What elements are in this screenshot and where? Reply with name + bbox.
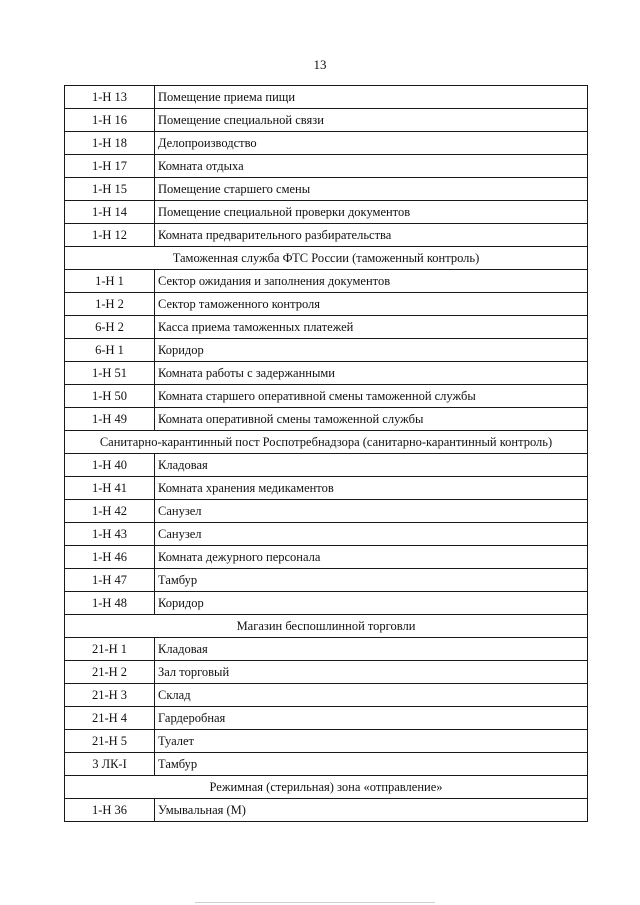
room-table-body xyxy=(65,86,588,822)
section-title: Таможенная служба ФТС России (таможенный контроль) xyxy=(65,247,588,270)
section-header-row xyxy=(65,431,588,454)
room-name: Комната хранения медикаментов xyxy=(155,477,588,500)
room-name: Комната старшего оперативной смены таможенной службы xyxy=(155,385,588,408)
room-code: 1-Н 36 xyxy=(65,799,155,822)
room-name: Коридор xyxy=(155,592,588,615)
table-row xyxy=(65,753,588,776)
table-row xyxy=(65,339,588,362)
room-name: Комната дежурного персонала xyxy=(155,546,588,569)
room-name: Тамбур xyxy=(155,753,588,776)
room-name: Кладовая xyxy=(155,638,588,661)
table-row xyxy=(65,799,588,822)
room-name: Помещение специальной связи xyxy=(155,109,588,132)
table-row xyxy=(65,362,588,385)
table-row xyxy=(65,86,588,109)
room-name: Санузел xyxy=(155,523,588,546)
room-code: 21-Н 4 xyxy=(65,707,155,730)
room-code: 21-Н 3 xyxy=(65,684,155,707)
table-row xyxy=(65,500,588,523)
room-table xyxy=(64,85,588,822)
table-row xyxy=(65,408,588,431)
room-code: 1-Н 43 xyxy=(65,523,155,546)
table-row xyxy=(65,454,588,477)
room-code: 1-Н 49 xyxy=(65,408,155,431)
room-code: 1-Н 50 xyxy=(65,385,155,408)
table-row xyxy=(65,155,588,178)
room-name: Умывальная (М) xyxy=(155,799,588,822)
room-code: 1-Н 51 xyxy=(65,362,155,385)
room-name: Склад xyxy=(155,684,588,707)
room-name: Коридор xyxy=(155,339,588,362)
room-code: 1-Н 40 xyxy=(65,454,155,477)
room-code: 1-Н 18 xyxy=(65,132,155,155)
room-code: 1-Н 13 xyxy=(65,86,155,109)
table-row xyxy=(65,569,588,592)
table-row xyxy=(65,132,588,155)
table-row xyxy=(65,546,588,569)
page-bottom-rule xyxy=(195,902,435,903)
room-name: Помещение специальной проверки документов xyxy=(155,201,588,224)
table-row xyxy=(65,316,588,339)
table-row xyxy=(65,661,588,684)
section-header-row xyxy=(65,776,588,799)
room-name: Комната предварительного разбирательства xyxy=(155,224,588,247)
room-name: Кладовая xyxy=(155,454,588,477)
room-name: Касса приема таможенных платежей xyxy=(155,316,588,339)
table-row xyxy=(65,638,588,661)
room-name: Зал торговый xyxy=(155,661,588,684)
table-row xyxy=(65,385,588,408)
room-code: 1-Н 14 xyxy=(65,201,155,224)
table-row xyxy=(65,523,588,546)
section-title: Санитарно-карантинный пост Роспотребнадзора (санитарно-карантинный контроль) xyxy=(65,431,588,454)
room-code: 21-Н 2 xyxy=(65,661,155,684)
room-code: 1-Н 2 xyxy=(65,293,155,316)
table-row xyxy=(65,477,588,500)
room-name: Сектор таможенного контроля xyxy=(155,293,588,316)
room-name: Тамбур xyxy=(155,569,588,592)
room-code: 1-Н 1 xyxy=(65,270,155,293)
table-row xyxy=(65,293,588,316)
room-name: Помещение старшего смены xyxy=(155,178,588,201)
table-row xyxy=(65,270,588,293)
room-name: Гардеробная xyxy=(155,707,588,730)
room-code: 1-Н 46 xyxy=(65,546,155,569)
section-title: Магазин беспошлинной торговли xyxy=(65,615,588,638)
table-row xyxy=(65,684,588,707)
room-code: 1-Н 41 xyxy=(65,477,155,500)
section-header-row xyxy=(65,615,588,638)
room-name: Помещение приема пищи xyxy=(155,86,588,109)
room-code: 1-Н 48 xyxy=(65,592,155,615)
room-code: 1-Н 15 xyxy=(65,178,155,201)
table-row xyxy=(65,178,588,201)
table-row xyxy=(65,730,588,753)
room-name: Делопроизводство xyxy=(155,132,588,155)
table-row xyxy=(65,224,588,247)
room-code: 21-Н 1 xyxy=(65,638,155,661)
table-row xyxy=(65,109,588,132)
room-name: Туалет xyxy=(155,730,588,753)
room-name: Санузел xyxy=(155,500,588,523)
table-row xyxy=(65,592,588,615)
room-name: Комната отдыха xyxy=(155,155,588,178)
room-code: 1-Н 47 xyxy=(65,569,155,592)
room-code: 21-Н 5 xyxy=(65,730,155,753)
page-number: 13 xyxy=(313,57,327,72)
room-name: Сектор ожидания и заполнения документов xyxy=(155,270,588,293)
room-code: 1-Н 17 xyxy=(65,155,155,178)
room-code: 6-Н 1 xyxy=(65,339,155,362)
room-name: Комната оперативной смены таможенной службы xyxy=(155,408,588,431)
section-header-row xyxy=(65,247,588,270)
table-row xyxy=(65,707,588,730)
room-code: 1-Н 42 xyxy=(65,500,155,523)
room-code: 1-Н 12 xyxy=(65,224,155,247)
table-row xyxy=(65,201,588,224)
room-code: 1-Н 16 xyxy=(65,109,155,132)
room-code: 6-Н 2 xyxy=(65,316,155,339)
room-code: 3 ЛК-I xyxy=(65,753,155,776)
section-title: Режимная (стерильная) зона «отправление» xyxy=(65,776,588,799)
room-name: Комната работы с задержанными xyxy=(155,362,588,385)
